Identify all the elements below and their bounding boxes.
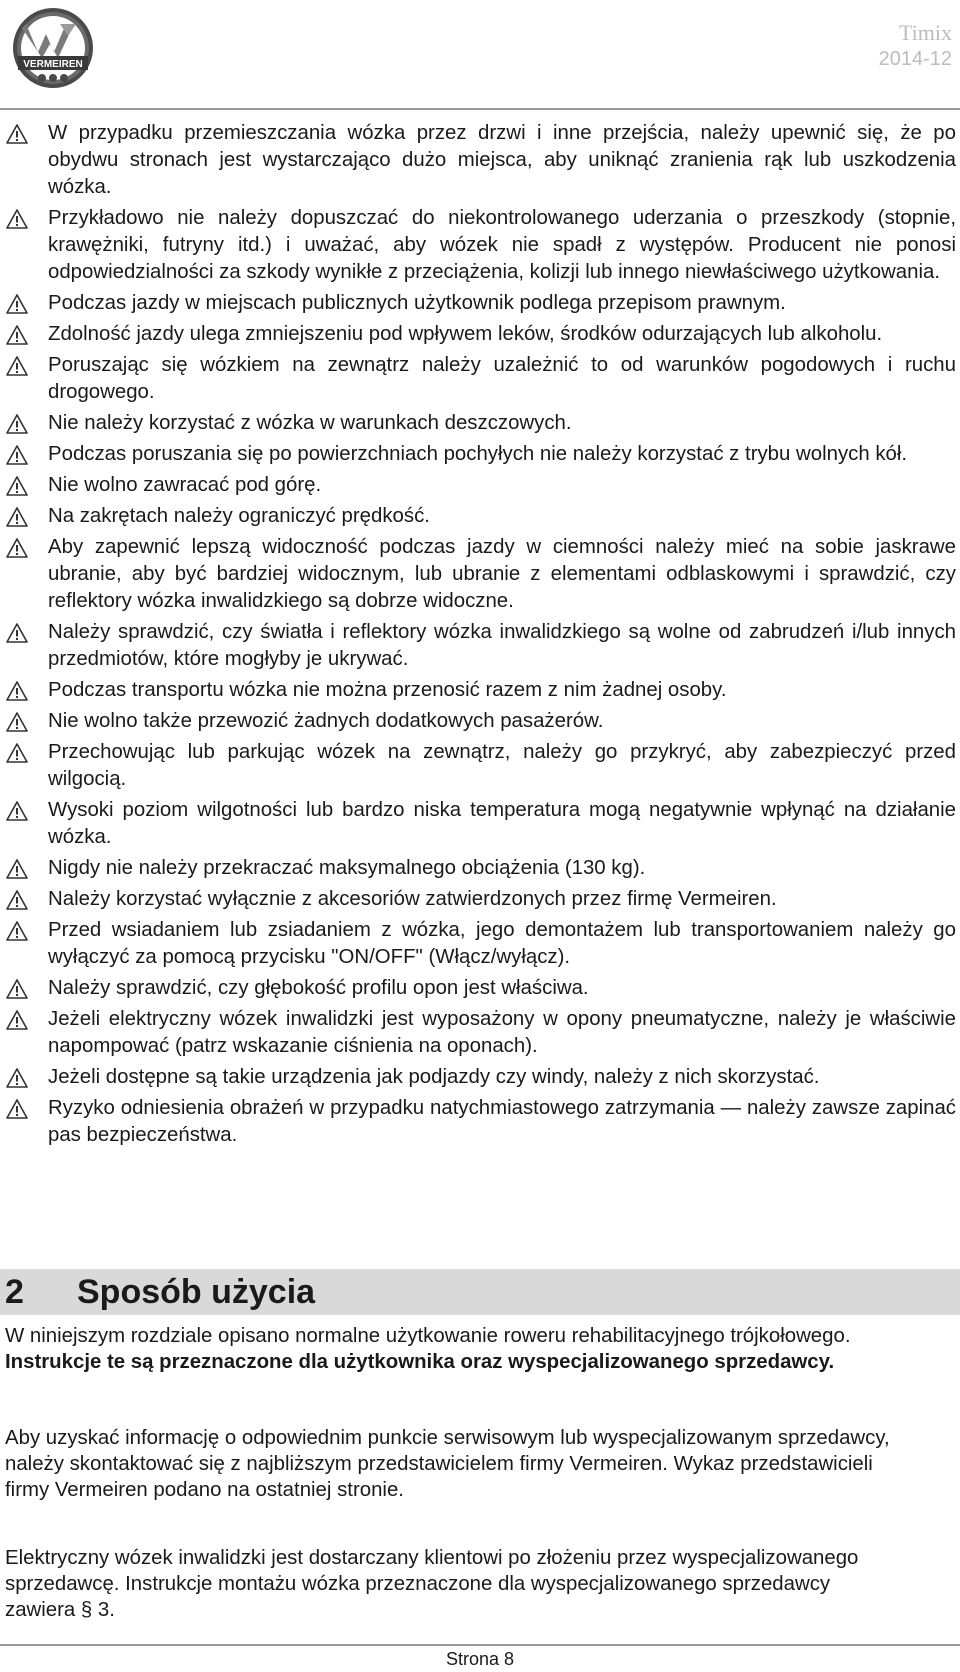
warning-item (0, 797, 960, 851)
warning-item (0, 205, 960, 286)
intro-paragraph (5, 1323, 905, 1375)
warning-text: Nigdy nie należy przekraczać maksymalnego obciążenia (130 kg). (48, 857, 646, 879)
revision-date: 2014-12 (878, 48, 952, 70)
warning-triangle-icon (6, 743, 28, 763)
vermeiren-logo (10, 6, 96, 90)
warning-triangle-icon (6, 890, 28, 910)
delivery-paragraph: Elektryczny wózek inwalidzki jest dostarczany klientowi po złożeniu przez wyspecjalizowanego sprzedawcę. Instrukcje montażu wózka przeznaczone dla wyspecjalizowanego sprzedawcy zawiera § 3. (5, 1547, 859, 1621)
intro-text: W niniejszym rozdziale opisano normalne użytkowanie roweru rehabilitacyjnego trójkołowego. (5, 1325, 851, 1347)
warning-text: Przed wsiadaniem lub zsiadaniem z wózka, jego demontażem lub transportowaniem należy go wyłączyć za pomocą przycisku "ON/OFF" (Włącz/wyłącz). (48, 919, 956, 968)
warning-text: Podczas jazdy w miejscach publicznych użytkownik podlega przepisom prawnym. (48, 292, 786, 314)
warning-item (0, 352, 960, 406)
warning-text: Nie wolno także przewozić żadnych dodatkowych pasażerów. (48, 710, 604, 732)
warnings-list (0, 120, 960, 1153)
warning-item (0, 886, 960, 913)
warning-text: W przypadku przemieszczania wózka przez drzwi i inne przejścia, należy upewnić się, że po obydwu stronach jest wystarczająco dużo miejsca, aby uniknąć zranienia rąk lub uszkodzenia wózka. (48, 122, 956, 198)
section-number: 2 (5, 1273, 24, 1311)
warning-triangle-icon (6, 801, 28, 821)
document-meta (879, 20, 952, 72)
warning-text: Jeżeli elektryczny wózek inwalidzki jest wyposażony w opony pneumatyczne, należy je właściwie napompować (patrz wskazanie ciśnienia na oponach). (48, 1008, 956, 1057)
warning-triangle-icon (6, 325, 28, 345)
warning-triangle-icon (6, 712, 28, 732)
warning-triangle-icon (6, 507, 28, 527)
warning-item (0, 917, 960, 971)
warning-text: Należy sprawdzić, czy głębokość profilu opon jest właściwa. (48, 977, 589, 999)
warning-text: Jeżeli dostępne są takie urządzenia jak podjazdy czy windy, należy z nich skorzystać. (48, 1066, 820, 1088)
warning-text: Nie wolno zawracać pod górę. (48, 474, 322, 496)
page-number: Strona 8 (445, 1649, 515, 1669)
warning-triangle-icon (6, 538, 28, 558)
warning-item (0, 677, 960, 704)
intro-bold-text: Instrukcje te są przeznaczone dla użytkownika oraz wyspecjalizowanego sprzedawcy. (5, 1351, 835, 1373)
warning-triangle-icon (6, 1010, 28, 1030)
warning-triangle-icon (6, 445, 28, 465)
warning-triangle-icon (6, 681, 28, 701)
warning-item (0, 441, 960, 468)
warning-text: Na zakrętach należy ograniczyć prędkość. (48, 505, 430, 527)
warning-triangle-icon (6, 414, 28, 434)
warning-triangle-icon (6, 124, 28, 144)
warning-item (0, 410, 960, 437)
svg-text:VERMEIREN: VERMEIREN (23, 59, 83, 70)
warning-text: Nie należy korzystać z wózka w warunkach deszczowych. (48, 412, 572, 434)
warning-triangle-icon (6, 1099, 28, 1119)
warning-triangle-icon (6, 209, 28, 229)
footer-divider (0, 1644, 960, 1646)
warning-item (0, 1064, 960, 1091)
product-name: Timix (898, 20, 952, 45)
warning-item (0, 619, 960, 673)
section-title: Sposób użycia (77, 1273, 316, 1311)
warning-text: Wysoki poziom wilgotności lub bardzo niska temperatura mogą negatywnie wpłynąć na działanie wózka. (48, 799, 956, 848)
warning-item (0, 534, 960, 615)
service-paragraph: Aby uzyskać informację o odpowiednim punkcie serwisowym lub wyspecjalizowanym sprzedawcy, należy skontaktować się z najbliższym przedstawicielem firmy Vermeiren. Wykaz przedstawicieli firmy Vermeiren podano na ostatniej stronie. (5, 1427, 890, 1501)
warning-item (0, 855, 960, 882)
warning-text: Należy sprawdzić, czy światła i reflektory wózka inwalidzkiego są wolne od zabrudzeń i/lub innych przedmiotów, które mogłyby je ukrywać. (48, 621, 956, 670)
warning-text: Przechowując lub parkując wózek na zewnątrz, należy go przykryć, aby zabezpieczyć przed wilgocią. (48, 741, 956, 790)
warning-text: Podczas transportu wózka nie można przenosić razem z nim żadnej osoby. (48, 679, 727, 701)
warning-triangle-icon (6, 1068, 28, 1088)
warning-item (0, 290, 960, 317)
warning-item (0, 321, 960, 348)
warning-item (0, 739, 960, 793)
warning-item (0, 708, 960, 735)
warning-triangle-icon (6, 921, 28, 941)
warning-text: Należy korzystać wyłącznie z akcesoriów zatwierdzonych przez firmę Vermeiren. (48, 888, 777, 910)
warning-text: Ryzyko odniesienia obrażeń w przypadku natychmiastowego zatrzymania — należy zawsze zapinać pas bezpieczeństwa. (48, 1097, 956, 1146)
warning-item (0, 503, 960, 530)
warning-triangle-icon (6, 294, 28, 314)
warning-text: Podczas poruszania się po powierzchniach pochyłych nie należy korzystać z trybu wolnych kół. (48, 443, 908, 465)
warning-text: Przykładowo nie należy dopuszczać do niekontrolowanego uderzania o przeszkody (stopnie, krawężniki, futryny itd.) i uważać, aby wózek nie spadł z występów. Producent nie ponosi odpowiedzialności za szkody wynikłe z przeciążenia, kolizji lub innego niewłaściwego użytkowania. (48, 207, 956, 283)
warning-text: Aby zapewnić lepszą widoczność podczas jazdy w ciemności należy mieć na sobie jaskrawe ubranie, aby być bardziej widocznym, lub ubranie z elementami odblaskowymi i sprawdzić, czy reflektory wózka inwalidzkiego są dobrze widoczne. (48, 536, 956, 612)
warning-item (0, 472, 960, 499)
warning-item (0, 1095, 960, 1149)
warning-text: Zdolność jazdy ulega zmniejszeniu pod wpływem leków, środków odurzających lub alkoholu. (48, 323, 883, 345)
page-header (0, 0, 960, 112)
warning-triangle-icon (6, 979, 28, 999)
warning-triangle-icon (6, 356, 28, 376)
warning-item (0, 1006, 960, 1060)
warning-triangle-icon (6, 859, 28, 879)
warning-item (0, 120, 960, 201)
header-divider (0, 108, 960, 110)
warning-triangle-icon (6, 623, 28, 643)
warning-triangle-icon (6, 476, 28, 496)
warning-item (0, 975, 960, 1002)
warning-text: Poruszając się wózkiem na zewnątrz należy uzależnić to od warunków pogodowych i ruchu drogowego. (48, 354, 956, 403)
section-heading (0, 1269, 960, 1315)
